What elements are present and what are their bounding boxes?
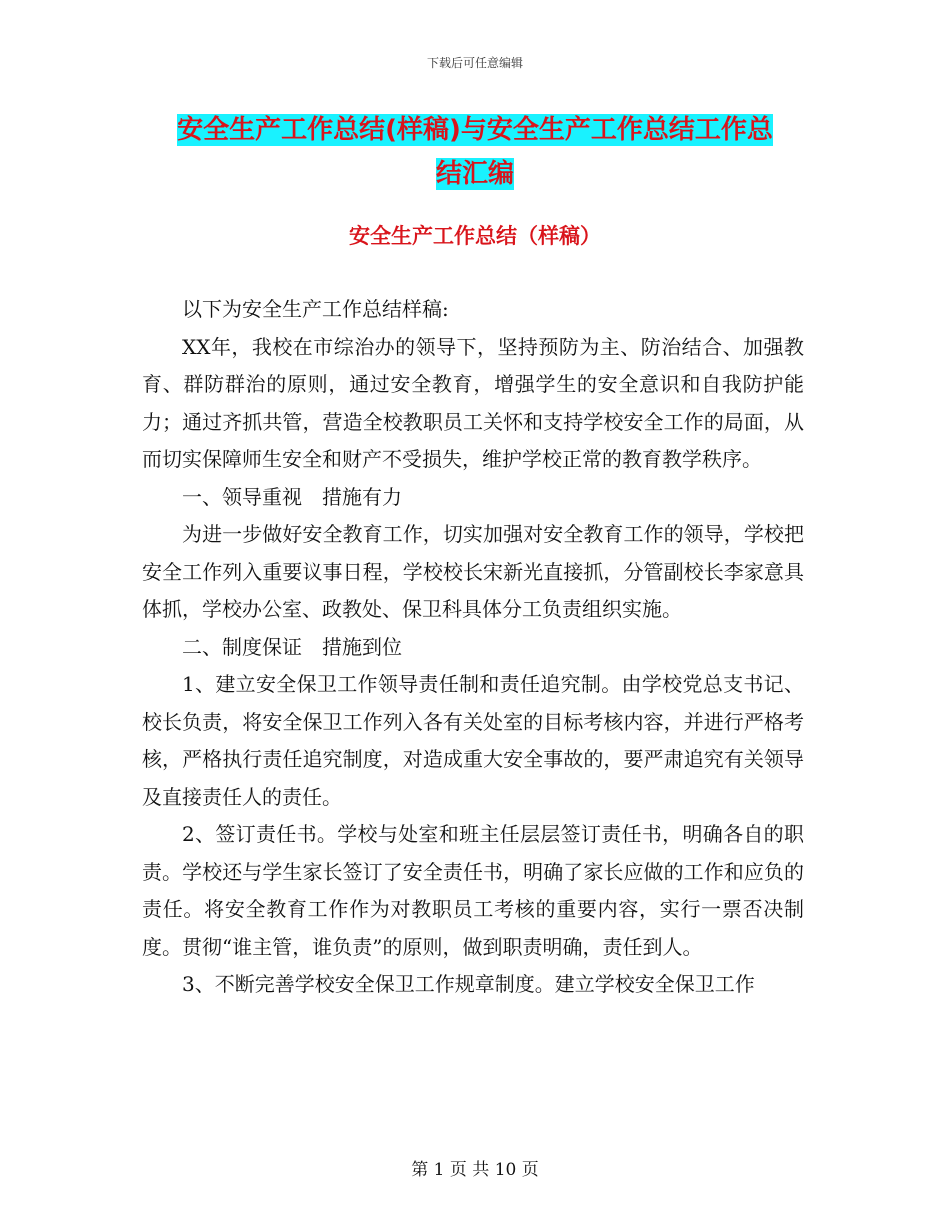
paragraph-leadership: 为进一步做好安全教育工作，切实加强对安全教育工作的领导，学校把安全工作列入重要议事日程，学校校长宋新光直接抓，分管副校长李家意具体抓，学校办公室、政教处、保卫科具体分工负责组织实施。 [142, 522, 804, 621]
document-body [142, 291, 804, 1004]
heading-leadership: 一、领导重视 措施有力 [182, 484, 402, 509]
section-title: 安全生产工作总结（样稿） [349, 224, 601, 248]
document-title [0, 108, 950, 196]
title-line-1-text: 安全生产工作总结(样稿)与安全生产工作总结工作总 [177, 115, 773, 145]
document-title-line-1 [0, 108, 950, 152]
paragraph-item-1: 1、建立安全保卫工作领导责任制和责任追究制。由学校党总支书记、校长负责，将安全保卫工作列入各有关处室的目标考核内容，并进行严格考核，严格执行责任追究制度，对造成重大安全事故的，要严肃追究有关领导及直接责任人的责任。 [142, 672, 804, 809]
paragraph-overview: XX年，我校在市综治办的领导下，坚持预防为主、防治结合、加强教育、群防群治的原则，通过安全教育，增强学生的安全意识和自我防护能力；通过齐抓共管，营造全校教职员工关怀和支持学校安全工作的局面，从而切实保障师生安全和财产不受损失，维护学校正常的教育教学秩序。 [142, 334, 804, 471]
paragraph-intro: 以下为安全生产工作总结样稿: [182, 297, 449, 321]
paragraph-item-2: 2、签订责任书。学校与处室和班主任层层签订责任书，明确各自的职责。学校还与学生家长签订了安全责任书，明确了家长应做的工作和应负的责任。将安全教育工作作为对教职员工考核的重要内容，实行一票否决制度。贯彻“谁主管，谁负责”的原则，做到职责明确，责任到人。 [142, 822, 804, 959]
header-note: 下载后可任意编辑 [426, 56, 523, 70]
title-line-2-text: 结汇编 [435, 159, 514, 189]
page-footer: 第 1 页 共 10 页 [411, 1160, 539, 1180]
paragraph-item-3: 3、不断完善学校安全保卫工作规章制度。建立学校安全保卫工作 [182, 972, 755, 996]
document-title-line-2 [0, 152, 950, 196]
heading-system: 二、制度保证 措施到位 [182, 634, 402, 659]
